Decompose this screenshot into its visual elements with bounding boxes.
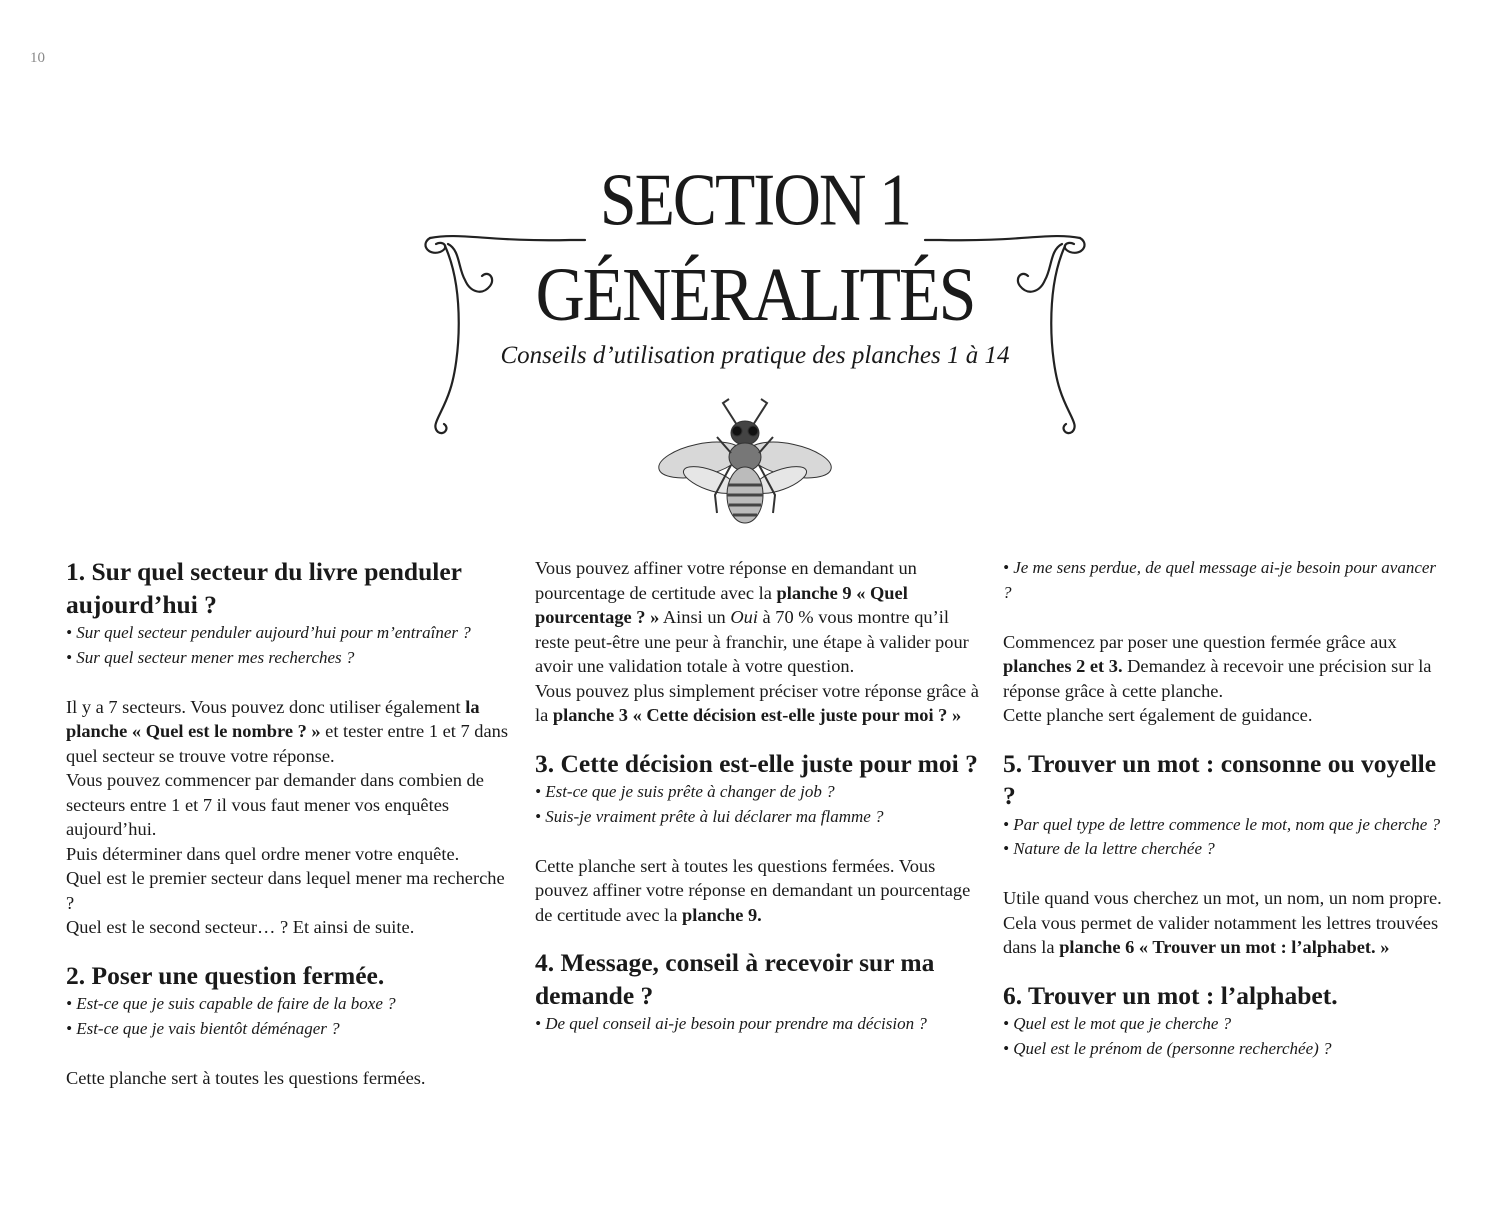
example-question: • Quel est le prénom de (personne recherchée) ? [1003, 1038, 1332, 1058]
example-question: • Nature de la lettre cherchée ? [1003, 839, 1215, 858]
example-questions [1003, 1012, 1448, 1061]
text-segment: Il y a 7 secteurs. Vous pouvez donc utiliser également [66, 696, 466, 717]
spacer [66, 1041, 511, 1066]
section-subtitle: Conseils d’utilisation pratique des planches 1 à 14 [500, 342, 1010, 369]
text-segment: Cette planche sert à toutes les questions fermées. [66, 1067, 426, 1088]
text-segment: Utile quand vous cherchez un mot, un nom, un nom propre. [1003, 888, 1442, 908]
bold-reference: planche 3 « Cette décision est-elle juste pour moi ? » [552, 705, 962, 725]
body-paragraph [66, 695, 511, 769]
body-paragraph [66, 1066, 511, 1091]
spacer [535, 829, 980, 854]
body-paragraph [535, 679, 980, 728]
body-paragraph [66, 842, 511, 867]
spacer [1003, 605, 1448, 630]
question-heading: 3. Cette décision est-elle juste pour moi ? [535, 748, 978, 778]
bold-reference: planche 9 « Quel pourcentage ? » [535, 582, 908, 627]
example-question: • Quel est le mot que je cherche ? [1003, 1014, 1232, 1033]
spacer [535, 927, 980, 947]
column-left [66, 556, 511, 1090]
example-question: • De quel conseil ai-je besoin pour prendre ma décision ? [535, 1014, 927, 1033]
question-heading: 6. Trouver un mot : l’alphabet. [1003, 980, 1338, 1010]
text-segment: Cette planche sert également de guidance. [1003, 705, 1313, 725]
question-heading: 1. Sur quel secteur du livre penduler aujourd’hui ? [66, 557, 462, 619]
text-segment: Quel est le second secteur… ? Et ainsi de suite. [66, 917, 415, 937]
text-segment: Puis déterminer dans quel ordre mener votre enquête. [66, 843, 460, 864]
example-question: • Sur quel secteur penduler aujourd’hui pour m’entraîner ? [66, 623, 471, 642]
text-segment: Commencez par poser une question fermée grâce aux [1003, 631, 1397, 652]
example-questions [1003, 813, 1448, 862]
body-paragraph [1003, 886, 1448, 911]
body-paragraph [535, 854, 980, 928]
spacer [535, 728, 980, 748]
bold-reference: planches 2 et 3. [1003, 656, 1123, 676]
question-heading: 5. Trouver un mot : consonne ou voyelle ? [1003, 748, 1437, 810]
example-question: • Est-ce que je vais bientôt déménager ? [66, 1018, 340, 1038]
spacer [1003, 960, 1448, 980]
body-paragraph [1003, 703, 1448, 728]
body-paragraph [66, 915, 511, 940]
text-segment: Ainsi un [659, 607, 731, 627]
example-question: • Par quel type de lettre commence le mot, nom que je cherche ? [1003, 814, 1441, 834]
spacer [66, 670, 511, 695]
page-number: 10 [30, 50, 45, 66]
body-paragraph [1003, 630, 1448, 704]
text-segment: à 70 % vous montre qu’il reste peut-être une peur à franchir, une étape à valider pour avoir une validation totale à votre question. [535, 607, 969, 676]
spacer [1003, 728, 1448, 748]
spacer [1003, 862, 1448, 887]
example-question: • Je me sens perdue, de quel message ai-je besoin pour avancer ? [1003, 558, 1437, 602]
section-title: GÉNÉRALITÉS [535, 251, 975, 337]
body-paragraph [535, 556, 980, 679]
bold-reference: planche 9. [682, 904, 762, 925]
body-paragraph [1003, 911, 1448, 960]
example-questions [535, 1012, 980, 1037]
text-segment: Cette planche sert à toutes les questions fermées. Vous pouvez affiner votre réponse en demandant un pourcentage de certitude avec la [535, 855, 971, 925]
bold-reference: planche 6 « Trouver un mot : l’alphabet. » [1059, 937, 1390, 957]
example-questions [66, 621, 511, 670]
section-number-title: SECTION 1 [599, 159, 911, 242]
question-heading: 4. Message, conseil à recevoir sur ma demande ? [535, 948, 935, 1010]
spacer [66, 940, 511, 960]
example-question: • Est-ce que je suis prête à changer de job ? [535, 782, 835, 801]
text-segment: Demandez à recevoir une précision sur la réponse grâce à cette planche. [1003, 656, 1432, 701]
text-segment: Cela vous permet de valider notamment les lettres trouvées dans la [1003, 912, 1439, 957]
question-heading: 2. Poser une question fermée. [66, 960, 385, 990]
example-question: • Sur quel secteur mener mes recherches ? [66, 647, 355, 667]
body-paragraph [66, 768, 511, 842]
text-segment: Oui [730, 607, 758, 627]
example-questions [66, 992, 511, 1041]
text-segment: Vous pouvez plus simplement préciser votre réponse grâce à la [535, 680, 979, 725]
text-segment: Vous pouvez affiner votre réponse en demandant un pourcentage de certitude avec la [535, 558, 917, 603]
column-right [1003, 556, 1448, 1061]
text-segment: Quel est le premier secteur dans lequel mener ma recherche ? [66, 868, 505, 913]
example-questions [535, 780, 980, 829]
example-questions [1003, 556, 1448, 605]
example-question: • Suis-je vraiment prête à lui déclarer ma flamme ? [535, 806, 884, 826]
bold-reference: la planche « Quel est le nombre ? » [66, 696, 480, 741]
column-middle [535, 556, 980, 1037]
example-question: • Est-ce que je suis capable de faire de la boxe ? [66, 994, 396, 1013]
text-segment: et tester entre 1 et 7 dans quel secteur se trouve votre réponse. [66, 721, 508, 766]
text-segment: Vous pouvez commencer par demander dans combien de secteurs entre 1 et 7 il vous faut mener vos enquêtes aujourd’hui. [66, 770, 484, 839]
bee-illustration [655, 395, 835, 530]
body-paragraph [66, 866, 511, 915]
